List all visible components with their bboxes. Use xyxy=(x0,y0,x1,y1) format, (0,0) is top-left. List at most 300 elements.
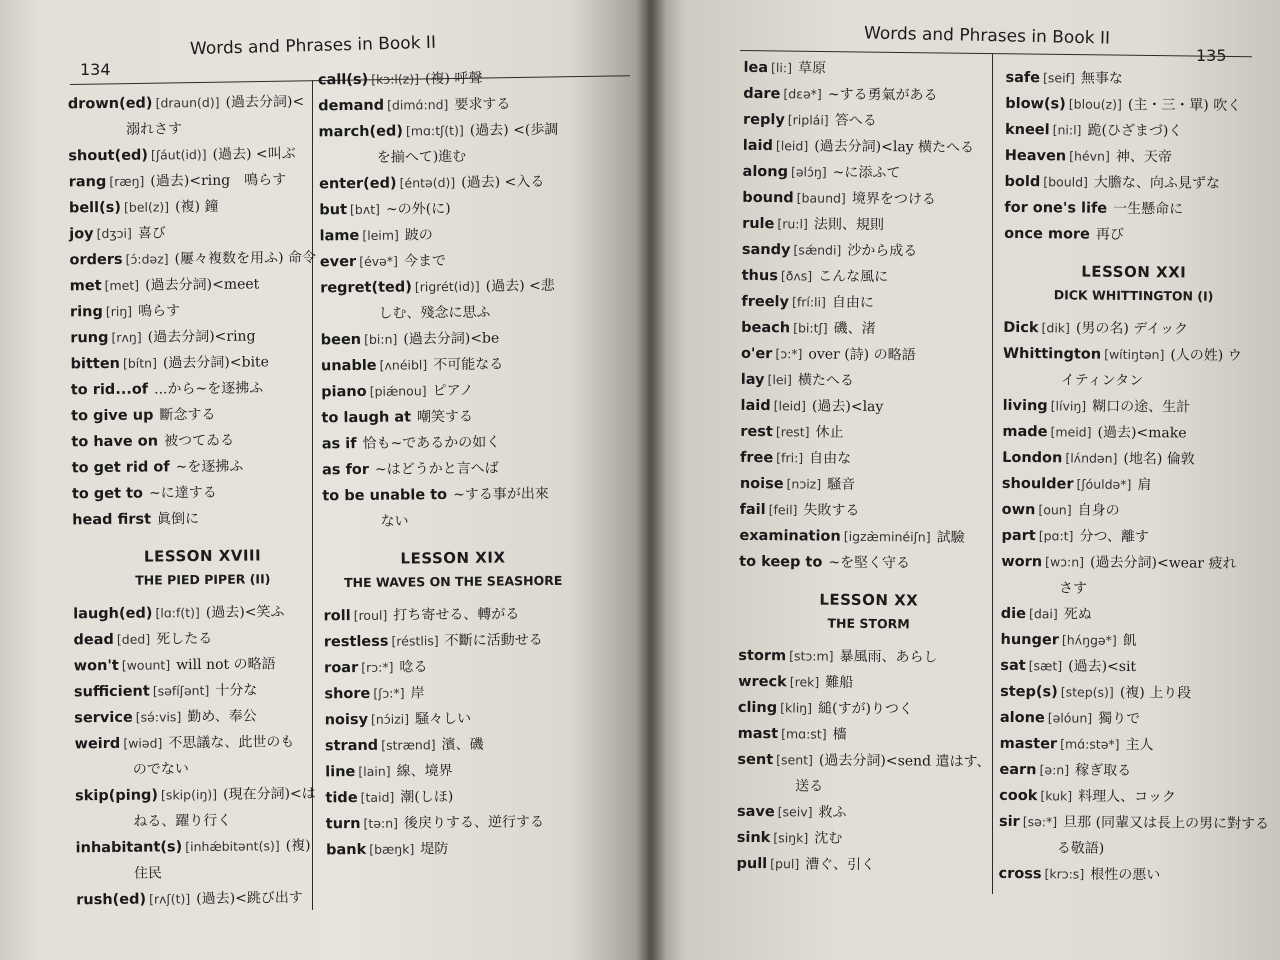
vocab-entry xyxy=(74,651,334,680)
entry-meaning: (過去分詞)<bite xyxy=(162,354,270,372)
vocab-entry xyxy=(740,471,1000,499)
entry-pronunciation: [meid] xyxy=(1050,424,1092,440)
entry-pronunciation: [seif] xyxy=(1042,70,1075,86)
entry-meaning: (複) 上り段 xyxy=(1119,684,1192,702)
entry-word: lame xyxy=(319,227,360,245)
entry-meaning: 濱、磯 xyxy=(441,736,484,754)
vocab-entry xyxy=(1005,65,1265,93)
entry-pronunciation: [piǽnou] xyxy=(369,383,427,399)
vocab-entry xyxy=(74,677,334,706)
entry-meaning: 分つ、離す xyxy=(1079,528,1149,546)
entry-meaning: 暴風雨、あらし xyxy=(839,648,938,666)
entry-meaning: (過去)<lay xyxy=(811,398,884,416)
entry-pronunciation: [baund] xyxy=(796,190,846,206)
entry-word: joy xyxy=(69,226,94,243)
entry-meaning: 嘲笑する xyxy=(416,408,474,426)
entry-word: to laugh at xyxy=(321,409,412,427)
entry-word: lay xyxy=(740,371,765,389)
entry-pronunciation: [ɔ:*] xyxy=(775,346,803,362)
entry-pronunciation: [sə́:vis] xyxy=(135,709,182,725)
entry-word: to be unable to xyxy=(322,487,448,505)
vocab-entry xyxy=(72,453,332,482)
entry-word: kneel xyxy=(1004,121,1050,139)
entry-meaning: 再び xyxy=(1095,226,1125,243)
entry-meaning: (過去分詞)<ring xyxy=(147,328,256,346)
entry-meaning: (過去) <叫ぶ xyxy=(212,145,296,163)
entry-meaning: 答へる xyxy=(834,112,877,130)
entry-word: rang xyxy=(68,173,107,191)
entry-meaning: 沈む xyxy=(814,830,843,847)
vocab-entry xyxy=(1005,143,1265,171)
entry-pronunciation: [rʌʃ(t)] xyxy=(148,891,191,907)
entry-word: mast xyxy=(737,725,779,743)
entry-meaning: (現在分詞)<は xyxy=(222,785,316,803)
vocab-entry xyxy=(326,835,586,864)
entry-pronunciation: [met] xyxy=(104,277,140,294)
entry-meaning: 飢 xyxy=(1122,632,1137,650)
entry-pronunciation: [krɔ:s] xyxy=(1044,866,1085,882)
entry-meaning: 主人 xyxy=(1125,736,1154,754)
vocab-entry xyxy=(75,833,335,862)
entry-word: Dick xyxy=(1003,319,1039,337)
entry-continuation: 送る xyxy=(795,778,824,795)
vocab-entry xyxy=(998,809,1270,837)
entry-word: alone xyxy=(999,709,1045,727)
entry-word: sink xyxy=(736,829,771,847)
entry-meaning: (過去)<make xyxy=(1097,424,1187,442)
entry-meaning: will not の略語 xyxy=(176,656,276,674)
vocab-entry xyxy=(1004,195,1264,223)
vocab-entry xyxy=(738,643,998,671)
entry-pronunciation: [leid] xyxy=(773,398,807,414)
entry-meaning: (屢々複数を用ふ) 命令 xyxy=(174,249,317,268)
entry-word: drown(ed) xyxy=(67,95,153,113)
lesson-heading: LESSON XVIII xyxy=(143,546,262,566)
entry-word: living xyxy=(1002,397,1048,415)
entry-meaning: 境界をつける xyxy=(851,190,936,208)
entry-meaning: 大膽な、向ふ見ずな xyxy=(1093,174,1221,192)
entry-meaning: 根性の悪い xyxy=(1090,866,1161,884)
entry-pronunciation: [kliŋ] xyxy=(780,700,813,716)
vocab-entry xyxy=(1000,653,1260,681)
entry-pronunciation: [dɛə*] xyxy=(783,86,822,102)
entry-word: met xyxy=(69,278,102,295)
vocab-entry xyxy=(69,245,329,274)
running-header-right: Words and Phrases in Book II xyxy=(863,23,1111,49)
vocab-entry xyxy=(324,653,584,682)
vocab-entry xyxy=(1004,169,1264,197)
entry-word: laid xyxy=(742,137,773,155)
entry-continuation: のでない xyxy=(132,761,189,778)
entry-word: to get rid of xyxy=(71,459,170,477)
entry-pronunciation: [lɑ:f(t)] xyxy=(155,605,200,621)
entry-pronunciation: [igzæ̀minéiʃn] xyxy=(843,528,931,545)
entry-pronunciation: [riplái] xyxy=(787,112,829,128)
vocab-entry xyxy=(1000,679,1260,707)
vocab-entry xyxy=(70,271,330,300)
vocab-entry xyxy=(74,729,334,758)
entry-pronunciation: [mɑ́:stə*] xyxy=(1060,736,1120,752)
vocab-entry xyxy=(740,445,1000,473)
lesson-heading: LESSON XX xyxy=(819,590,919,610)
entry-pronunciation: [rest] xyxy=(775,424,810,440)
entry-word: dare xyxy=(743,85,781,103)
entry-word: ever xyxy=(319,253,357,271)
entry-meaning: 後戻りする、逆行する xyxy=(403,814,545,832)
vocab-entry xyxy=(741,341,1001,369)
entry-pronunciation: [kuk] xyxy=(1040,788,1073,804)
entry-meaning: ~する勇氣がある xyxy=(827,86,938,104)
entry-meaning: (人の姓) ウ xyxy=(1170,347,1242,364)
entry-pronunciation: [ded] xyxy=(116,631,151,647)
entry-pronunciation: [mɑ:st] xyxy=(781,726,827,742)
vocab-entry xyxy=(71,401,331,430)
entry-meaning: (過去)<跳び出す xyxy=(196,889,303,908)
right-column-2 xyxy=(998,65,1270,889)
entry-meaning: 縋(すが)りつく xyxy=(817,700,914,718)
entry-meaning: 岸 xyxy=(410,685,425,702)
entry-word: line xyxy=(325,764,356,781)
entry-continuation: イティンタン xyxy=(1060,372,1144,390)
entry-word: sandy xyxy=(741,241,791,259)
entry-word: strand xyxy=(324,737,379,755)
entry-meaning: こんな風に xyxy=(818,268,889,286)
vocab-entry xyxy=(318,117,578,146)
entry-continuation: ねる、躍り行く xyxy=(133,812,232,830)
vocab-entry xyxy=(322,481,582,510)
vocab-entry xyxy=(1003,315,1263,343)
entry-meaning: 自由に xyxy=(831,294,875,312)
entry-word: tide xyxy=(325,790,358,807)
entry-meaning: (地名) 倫敦 xyxy=(1123,450,1195,468)
entry-word: Whittington xyxy=(1002,345,1102,363)
entry-pronunciation: [skip(iŋ)] xyxy=(160,786,218,803)
vocab-entry xyxy=(1003,393,1263,421)
entry-word: to get to xyxy=(71,485,144,503)
entry-meaning: 斷念する xyxy=(159,406,216,424)
entry-word: weird xyxy=(74,735,121,753)
entry-word: call(s) xyxy=(317,71,369,89)
entry-meaning: 喜び xyxy=(137,225,166,242)
entry-meaning: 肩 xyxy=(1137,477,1152,494)
entry-word: part xyxy=(1001,527,1036,545)
entry-pronunciation: [sǽndi] xyxy=(793,242,842,258)
vocab-entry xyxy=(1000,627,1260,655)
entry-pronunciation: [rɔ:*] xyxy=(361,659,394,675)
entry-meaning: 自身の xyxy=(1077,502,1120,519)
entry-pronunciation: [əlɔ́ŋ] xyxy=(790,164,827,180)
entry-pronunciation: [wiəd] xyxy=(123,735,163,751)
entry-meaning: 死ぬ xyxy=(1063,606,1092,623)
vocab-entry xyxy=(1001,549,1261,577)
entry-meaning: 跛の xyxy=(404,227,433,244)
entry-pronunciation: [əlóun] xyxy=(1047,710,1093,726)
entry-meaning: (複) 呼聲 xyxy=(424,70,483,88)
entry-word: rule xyxy=(742,215,775,233)
entry-pronunciation: [riŋ] xyxy=(105,303,133,319)
entry-word: orders xyxy=(69,251,123,269)
vocab-entry xyxy=(743,107,1003,135)
entry-word: restless xyxy=(323,633,389,651)
vocab-entry xyxy=(739,523,999,551)
vocab-entry xyxy=(325,731,585,760)
entry-word: wreck xyxy=(738,673,787,691)
lesson-title: THE STORM xyxy=(827,615,910,632)
vocab-entry xyxy=(1002,445,1262,473)
entry-meaning: ~に添ふて xyxy=(832,164,901,182)
entry-pronunciation: [tə:n] xyxy=(363,815,399,831)
entry-word: noise xyxy=(739,475,784,493)
entry-pronunciation: [bítn] xyxy=(122,355,157,371)
entry-pronunciation: [step(s)] xyxy=(1060,684,1114,700)
entry-pronunciation: [ʌnéibl] xyxy=(379,357,428,373)
entry-meaning: 稼ぎ取る xyxy=(1075,762,1132,780)
entry-pronunciation: [bel(z)] xyxy=(123,199,170,215)
entry-meaning: 休止 xyxy=(815,424,844,441)
lesson-title: THE WAVES ON THE SEASHORE xyxy=(344,572,563,591)
entry-meaning: 試驗 xyxy=(936,529,965,546)
entry-word: been xyxy=(320,331,362,349)
entry-word: made xyxy=(1002,423,1048,441)
entry-meaning: (男の名) デイック xyxy=(1075,320,1189,338)
vocab-entry xyxy=(1002,497,1262,525)
vocab-entry xyxy=(742,159,1002,187)
vocab-entry xyxy=(322,455,582,484)
vocab-entry xyxy=(68,141,328,170)
entry-meaning: 獨りで xyxy=(1098,710,1141,728)
entry-meaning: 恰も~であるかの如く xyxy=(362,434,501,452)
entry-word: bell(s) xyxy=(68,199,122,217)
entry-meaning: (過去分詞)< xyxy=(225,93,305,111)
vocab-entry xyxy=(72,505,332,534)
vocab-entry xyxy=(998,861,1258,889)
vocab-entry xyxy=(1005,117,1265,145)
entry-pronunciation: [réstlis] xyxy=(391,633,439,649)
entry-meaning: (過去分詞)<wear 疲れ xyxy=(1090,554,1237,572)
vocab-entry xyxy=(322,429,582,458)
entry-word: dead xyxy=(73,631,114,649)
vocab-entry xyxy=(738,695,998,723)
vocab-entry xyxy=(742,237,1002,265)
vocab-entry xyxy=(71,375,331,404)
entry-word: roll xyxy=(323,608,351,625)
entry-meaning: (過去分詞)<lay 横たへる xyxy=(814,138,975,156)
entry-meaning: 要求する xyxy=(454,96,511,113)
entry-meaning: over (詩) の略語 xyxy=(808,346,916,364)
vocab-entry xyxy=(73,625,333,654)
entry-word: beach xyxy=(741,319,791,337)
entry-pronunciation: [mɑ:tʃ(t)] xyxy=(405,122,464,139)
entry-pronunciation: [leid] xyxy=(775,138,809,154)
entry-pronunciation: [rek] xyxy=(789,674,820,690)
vocab-entry xyxy=(1005,91,1265,119)
vocab-entry xyxy=(70,323,330,352)
lesson-heading: LESSON XXI xyxy=(1081,262,1187,282)
entry-meaning: 横たへる xyxy=(797,372,854,389)
entry-word: examination xyxy=(739,527,841,545)
vocab-entry xyxy=(74,703,334,732)
vocab-entry xyxy=(743,133,1003,161)
entry-meaning: (過去) <入る xyxy=(461,174,545,191)
vocab-entry xyxy=(738,721,998,749)
entry-continuation: る敬語) xyxy=(1056,840,1105,857)
vocab-entry xyxy=(739,549,999,577)
entry-meaning: 草原 xyxy=(797,60,827,77)
entry-word: rest xyxy=(740,423,773,441)
vocab-entry xyxy=(738,669,998,697)
entry-pronunciation: [bi:tʃ] xyxy=(793,320,828,336)
entry-word: pull xyxy=(736,855,768,873)
entry-pronunciation: [hʌ́ŋgə*] xyxy=(1061,632,1117,648)
entry-word: bound xyxy=(742,189,794,207)
vocab-entry xyxy=(741,367,1001,395)
entry-pronunciation: [pɑ:t] xyxy=(1038,528,1074,544)
entry-word: demand xyxy=(318,97,385,115)
entry-meaning: 沙から成る xyxy=(847,242,918,260)
entry-meaning: 唸る xyxy=(399,659,428,676)
entry-pronunciation: [ru:l] xyxy=(777,216,808,232)
entry-meaning: 漕ぐ、引く xyxy=(805,856,876,874)
entry-meaning: (過去)<ring 鳴らす xyxy=(150,172,287,190)
vocab-entry xyxy=(320,273,580,302)
entry-pronunciation: [li:] xyxy=(771,60,793,76)
entry-word: service xyxy=(74,709,133,727)
entry-word: hunger xyxy=(1000,631,1059,649)
entry-pronunciation: [bould] xyxy=(1043,174,1089,190)
entry-word: blow(s) xyxy=(1005,95,1066,113)
entry-word: rush(ed) xyxy=(76,891,147,909)
entry-word: once more xyxy=(1004,225,1091,243)
vocab-entry xyxy=(321,403,581,432)
entry-meaning: 騒々しい xyxy=(414,710,472,728)
entry-word: sufficient xyxy=(73,683,150,701)
page-number-left: 134 xyxy=(80,60,111,79)
entry-word: as if xyxy=(321,435,357,453)
vocab-entry xyxy=(1000,731,1260,759)
entry-pronunciation: [stɔ:m] xyxy=(789,648,834,664)
vocab-entry xyxy=(72,479,332,508)
entry-meaning: 跪(ひざまづ)く xyxy=(1087,122,1183,140)
vocab-entry xyxy=(319,195,579,224)
entry-continuation: しむ、殘念に思ふ xyxy=(378,304,491,322)
entry-word: march(ed) xyxy=(318,123,404,141)
entry-word: shore xyxy=(324,685,371,703)
right-page xyxy=(648,0,1280,960)
entry-pronunciation: [éntə(d)] xyxy=(399,174,456,191)
entry-pronunciation: [ðʌs] xyxy=(780,268,813,284)
entry-continuation: を揃へて)進む xyxy=(376,148,467,166)
entry-pronunciation: [draun(d)] xyxy=(155,94,220,111)
entry-word: fail xyxy=(739,501,766,519)
vocab-entry xyxy=(1001,601,1261,629)
vocab-entry xyxy=(1001,523,1261,551)
vocab-entry xyxy=(736,851,996,879)
entry-continuation: さす xyxy=(1058,580,1088,597)
vocab-entry xyxy=(1002,471,1262,499)
entry-pronunciation: [lei] xyxy=(767,372,792,388)
entry-meaning: 潮(しほ) xyxy=(400,789,454,806)
vocab-entry xyxy=(70,349,330,378)
vocab-entry xyxy=(1003,341,1263,369)
entry-pronunciation: [ɔ́:dəz] xyxy=(125,251,169,267)
entry-word: head first xyxy=(72,511,152,529)
entry-meaning: ピアノ xyxy=(432,382,474,400)
entry-meaning: ~を堅く守る xyxy=(828,554,911,572)
entry-pronunciation: [bʌt] xyxy=(349,201,381,218)
entry-pronunciation: [rʌŋ] xyxy=(111,329,142,345)
vocab-entry xyxy=(319,221,579,250)
vocab-entry xyxy=(68,89,328,118)
entry-pronunciation: [taid] xyxy=(360,789,395,805)
vocab-entry xyxy=(324,627,584,656)
left-column-1 xyxy=(68,89,337,914)
entry-pronunciation: [kɔ:l(z)] xyxy=(371,71,420,87)
lesson-title: THE PIED PIPER (II) xyxy=(135,571,271,588)
vocab-entry xyxy=(1000,705,1260,733)
entry-continuation: 住民 xyxy=(133,865,162,882)
entry-pronunciation: [ə:n] xyxy=(1039,762,1070,778)
vocab-entry xyxy=(740,419,1000,447)
entry-pronunciation: [dʒɔi] xyxy=(96,225,132,242)
entry-pronunciation: [roul] xyxy=(353,607,388,624)
entry-pronunciation: [leim] xyxy=(362,227,399,243)
entry-pronunciation: [pul] xyxy=(770,856,800,872)
entry-meaning: ~の外(に) xyxy=(385,201,451,218)
entry-pronunciation: [feil] xyxy=(768,502,798,518)
entry-word: laid xyxy=(740,397,771,415)
vocab-entry xyxy=(326,809,586,838)
entry-pronunciation: [évə*] xyxy=(359,253,399,269)
entry-meaning: 一生懸命に xyxy=(1113,200,1184,218)
entry-word: storm xyxy=(738,647,787,665)
entry-word: cook xyxy=(999,787,1038,805)
entry-word: free xyxy=(740,449,774,467)
entry-word: noisy xyxy=(324,711,369,729)
vocab-entry xyxy=(999,783,1259,811)
lesson-heading: LESSON XIX xyxy=(400,548,506,568)
entry-meaning: (過去) <(歩調 xyxy=(469,121,559,139)
entry-meaning: 難船 xyxy=(825,674,854,691)
entry-word: for one's life xyxy=(1004,199,1108,217)
lesson-title: DICK WHITTINGTON (I) xyxy=(1053,287,1214,304)
vocab-entry xyxy=(741,289,1001,317)
book-gutter xyxy=(636,0,666,960)
entry-word: o'er xyxy=(740,345,773,363)
entry-pronunciation: [sent] xyxy=(776,752,814,768)
vocab-entry xyxy=(69,219,329,248)
entry-meaning: 自由な xyxy=(809,450,852,467)
entry-meaning: 不可能なる xyxy=(433,356,504,374)
entry-pronunciation: [oun] xyxy=(1038,502,1072,518)
vocab-entry xyxy=(743,55,1003,83)
entry-word: ring xyxy=(69,304,103,321)
entry-word: Heaven xyxy=(1004,147,1067,165)
entry-meaning: 救ふ xyxy=(818,804,847,821)
entry-word: roar xyxy=(324,659,359,677)
vocab-entry xyxy=(70,297,330,326)
entry-meaning: 勤め、奉公 xyxy=(187,708,257,726)
entry-word: sent xyxy=(737,751,774,769)
entry-meaning: 不思議な、此世のも xyxy=(168,734,295,752)
entry-word: master xyxy=(999,735,1058,753)
entry-meaning: 眞倒に xyxy=(156,511,200,528)
entry-pronunciation: [wɔ:n] xyxy=(1045,554,1085,570)
vocab-entry xyxy=(318,65,578,94)
entry-meaning: 旦那 (同輩又は長上の男に對する xyxy=(1063,814,1270,833)
entry-meaning: (複) xyxy=(285,837,311,855)
entry-pronunciation: [siŋk] xyxy=(773,830,809,846)
entry-word: sir xyxy=(998,813,1020,831)
